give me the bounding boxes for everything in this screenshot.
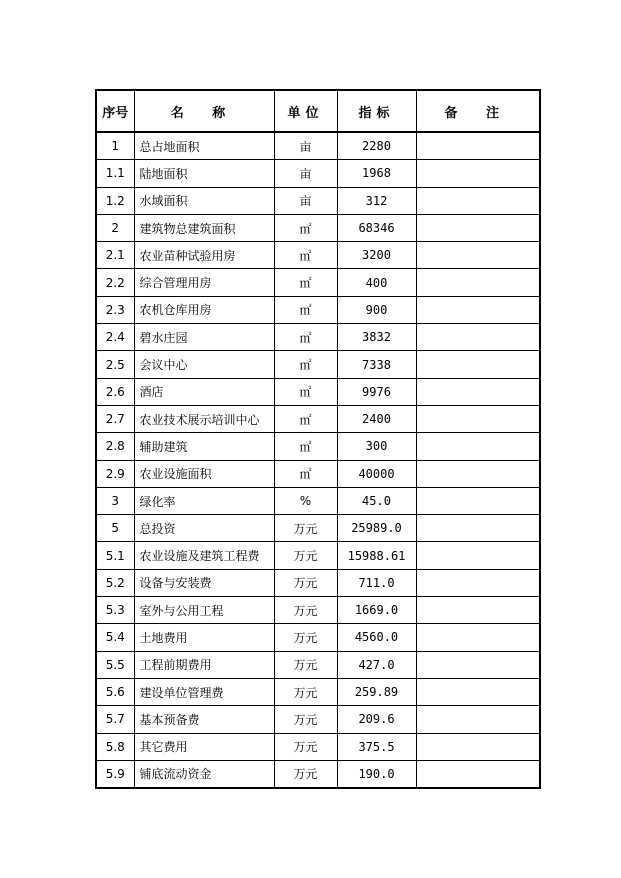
table-row xyxy=(96,706,540,733)
cell-name: 绿化率 xyxy=(134,487,274,514)
table-row xyxy=(96,405,540,432)
table-header-row xyxy=(96,90,540,132)
cell-seq: 2.4 xyxy=(96,324,134,351)
cell-note xyxy=(416,160,540,187)
cell-note xyxy=(416,760,540,788)
cell-value: 40000 xyxy=(337,460,416,487)
table-row xyxy=(96,597,540,624)
cell-name: 陆地面积 xyxy=(134,160,274,187)
cell-note xyxy=(416,569,540,596)
cell-unit: ㎡ xyxy=(274,296,337,323)
cell-note xyxy=(416,132,540,160)
cell-value: 45.0 xyxy=(337,487,416,514)
cell-unit: 万元 xyxy=(274,624,337,651)
cell-unit: 万元 xyxy=(274,733,337,760)
cell-note xyxy=(416,651,540,678)
cell-name: 室外与公用工程 xyxy=(134,597,274,624)
cell-value: 375.5 xyxy=(337,733,416,760)
cell-seq: 2 xyxy=(96,214,134,241)
cell-seq: 1.2 xyxy=(96,187,134,214)
cell-name: 建筑物总建筑面积 xyxy=(134,214,274,241)
cell-value: 68346 xyxy=(337,214,416,241)
cell-name: 水域面积 xyxy=(134,187,274,214)
cell-name: 工程前期费用 xyxy=(134,651,274,678)
cell-unit: ㎡ xyxy=(274,378,337,405)
cell-unit: 亩 xyxy=(274,132,337,160)
cell-value: 209.6 xyxy=(337,706,416,733)
cell-unit: 亩 xyxy=(274,187,337,214)
cell-name: 碧水庄园 xyxy=(134,324,274,351)
cell-unit: 万元 xyxy=(274,706,337,733)
cell-unit: 万元 xyxy=(274,569,337,596)
table-row xyxy=(96,678,540,705)
cell-value: 4560.0 xyxy=(337,624,416,651)
cell-name: 土地费用 xyxy=(134,624,274,651)
table-row xyxy=(96,433,540,460)
cell-seq: 5.3 xyxy=(96,597,134,624)
cell-name: 建设单位管理费 xyxy=(134,678,274,705)
cell-unit: ㎡ xyxy=(274,242,337,269)
cell-note xyxy=(416,405,540,432)
cell-name: 综合管理用房 xyxy=(134,269,274,296)
cell-note xyxy=(416,351,540,378)
table-row xyxy=(96,132,540,160)
cell-value: 711.0 xyxy=(337,569,416,596)
cell-value: 312 xyxy=(337,187,416,214)
indicator-table xyxy=(95,89,541,789)
cell-note xyxy=(416,296,540,323)
cell-unit: 万元 xyxy=(274,597,337,624)
cell-value: 2280 xyxy=(337,132,416,160)
cell-seq: 2.3 xyxy=(96,296,134,323)
cell-value: 25989.0 xyxy=(337,515,416,542)
cell-note xyxy=(416,542,540,569)
header-name: 名 称 xyxy=(134,90,274,132)
cell-unit: ㎡ xyxy=(274,324,337,351)
cell-note xyxy=(416,378,540,405)
cell-value: 3832 xyxy=(337,324,416,351)
table-row xyxy=(96,760,540,788)
cell-unit: 万元 xyxy=(274,542,337,569)
table-row xyxy=(96,569,540,596)
document-page xyxy=(95,89,539,789)
table-row xyxy=(96,651,540,678)
header-unit: 单位 xyxy=(274,90,337,132)
table-row xyxy=(96,187,540,214)
cell-note xyxy=(416,214,540,241)
cell-unit: 万元 xyxy=(274,515,337,542)
cell-note xyxy=(416,706,540,733)
cell-seq: 2.9 xyxy=(96,460,134,487)
cell-note xyxy=(416,678,540,705)
cell-seq: 2.6 xyxy=(96,378,134,405)
cell-seq: 5.4 xyxy=(96,624,134,651)
cell-name: 总占地面积 xyxy=(134,132,274,160)
cell-unit: ㎡ xyxy=(274,460,337,487)
cell-value: 400 xyxy=(337,269,416,296)
header-value: 指标 xyxy=(337,90,416,132)
cell-note xyxy=(416,624,540,651)
cell-value: 900 xyxy=(337,296,416,323)
cell-name: 农业苗种试验用房 xyxy=(134,242,274,269)
table-row xyxy=(96,460,540,487)
cell-name: 设备与安装费 xyxy=(134,569,274,596)
table-row xyxy=(96,269,540,296)
table-row xyxy=(96,296,540,323)
cell-unit: ㎡ xyxy=(274,351,337,378)
cell-unit: ㎡ xyxy=(274,433,337,460)
cell-note xyxy=(416,242,540,269)
table-row xyxy=(96,214,540,241)
cell-unit: % xyxy=(274,487,337,514)
table-row xyxy=(96,242,540,269)
cell-name: 酒店 xyxy=(134,378,274,405)
cell-seq: 5 xyxy=(96,515,134,542)
cell-seq: 2.7 xyxy=(96,405,134,432)
cell-value: 190.0 xyxy=(337,760,416,788)
cell-name: 农业设施面积 xyxy=(134,460,274,487)
cell-unit: 亩 xyxy=(274,160,337,187)
cell-unit: ㎡ xyxy=(274,269,337,296)
cell-seq: 5.9 xyxy=(96,760,134,788)
cell-name: 农业技术展示培训中心 xyxy=(134,405,274,432)
cell-unit: 万元 xyxy=(274,651,337,678)
table-row xyxy=(96,160,540,187)
cell-seq: 2.1 xyxy=(96,242,134,269)
cell-value: 9976 xyxy=(337,378,416,405)
cell-name: 基本预备费 xyxy=(134,706,274,733)
cell-value: 1968 xyxy=(337,160,416,187)
cell-note xyxy=(416,187,540,214)
cell-name: 会议中心 xyxy=(134,351,274,378)
table-row xyxy=(96,351,540,378)
header-note: 备 注 xyxy=(416,90,540,132)
cell-value: 7338 xyxy=(337,351,416,378)
cell-note xyxy=(416,597,540,624)
cell-value: 3200 xyxy=(337,242,416,269)
cell-seq: 1 xyxy=(96,132,134,160)
cell-unit: ㎡ xyxy=(274,405,337,432)
cell-note xyxy=(416,433,540,460)
cell-value: 2400 xyxy=(337,405,416,432)
cell-seq: 5.2 xyxy=(96,569,134,596)
cell-value: 1669.0 xyxy=(337,597,416,624)
cell-seq: 5.8 xyxy=(96,733,134,760)
table-row xyxy=(96,378,540,405)
cell-seq: 5.1 xyxy=(96,542,134,569)
cell-name: 农机仓库用房 xyxy=(134,296,274,323)
cell-value: 427.0 xyxy=(337,651,416,678)
cell-seq: 5.5 xyxy=(96,651,134,678)
header-seq: 序号 xyxy=(96,90,134,132)
table-row xyxy=(96,542,540,569)
cell-value: 15988.61 xyxy=(337,542,416,569)
cell-seq: 3 xyxy=(96,487,134,514)
cell-value: 300 xyxy=(337,433,416,460)
cell-value: 259.89 xyxy=(337,678,416,705)
cell-seq: 2.8 xyxy=(96,433,134,460)
table-row xyxy=(96,487,540,514)
cell-unit: 万元 xyxy=(274,760,337,788)
cell-seq: 5.7 xyxy=(96,706,134,733)
cell-name: 辅助建筑 xyxy=(134,433,274,460)
cell-name: 农业设施及建筑工程费 xyxy=(134,542,274,569)
cell-unit: ㎡ xyxy=(274,214,337,241)
cell-note xyxy=(416,733,540,760)
table-row xyxy=(96,515,540,542)
cell-name: 铺底流动资金 xyxy=(134,760,274,788)
cell-name: 其它费用 xyxy=(134,733,274,760)
cell-note xyxy=(416,515,540,542)
cell-seq: 5.6 xyxy=(96,678,134,705)
cell-seq: 1.1 xyxy=(96,160,134,187)
cell-seq: 2.5 xyxy=(96,351,134,378)
cell-unit: 万元 xyxy=(274,678,337,705)
table-row xyxy=(96,733,540,760)
cell-note xyxy=(416,269,540,296)
cell-note xyxy=(416,324,540,351)
table-row xyxy=(96,324,540,351)
cell-name: 总投资 xyxy=(134,515,274,542)
cell-note xyxy=(416,487,540,514)
table-body xyxy=(96,132,540,788)
cell-note xyxy=(416,460,540,487)
table-row xyxy=(96,624,540,651)
cell-seq: 2.2 xyxy=(96,269,134,296)
